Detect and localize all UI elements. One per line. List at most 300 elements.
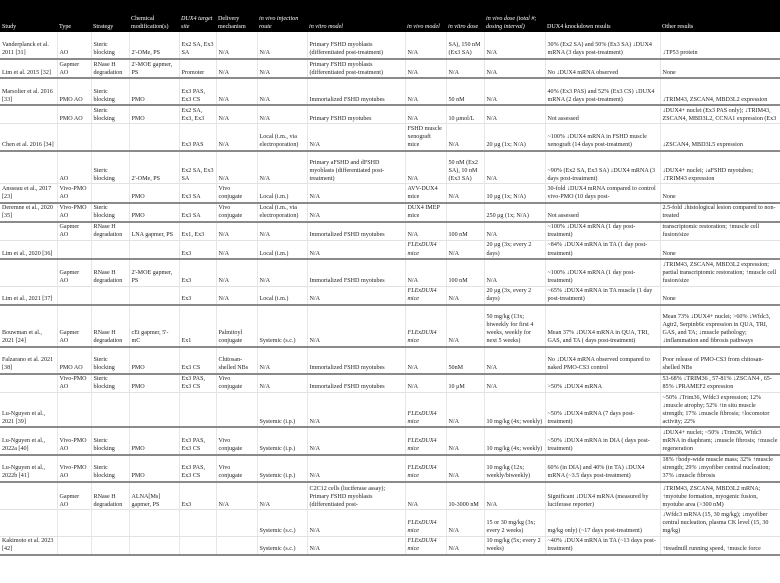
cell-target-site: Ex3 SA [179,184,216,203]
cell-strategy: RNase H degradation [91,59,129,78]
cell-in-vivo-model: N/A [405,259,446,286]
cell-injection-route: Systemic (i.p.) [257,427,307,454]
cell-chemical-modification [129,510,179,536]
cell-in-vivo-model: FLExDUX4 mice [405,510,446,536]
cell-type: Gapmer AO [57,305,91,347]
table-row [0,427,780,454]
cell-chemical-modification: PMO [129,184,179,203]
cell-delivery-mechanism: N/A [216,482,257,510]
cell-injection-route: N/A [257,151,307,184]
cell-chemical-modification [129,536,179,555]
cell-injection-route: Systemic (s.c.) [257,510,307,536]
table-row [0,347,780,374]
cell-knockdown-result: 40% (Ex3 PAS) and 52% (Ex3 CS) ↓DUX4 mRNA (2 days post-treatment) [545,78,660,105]
cell-in-vitro-model: Primary aFSHD and dFSHD myoblasts (differentiated post-treatment) [307,151,405,184]
col-header-in-vivo-dose: in vivo dose (total #; dosing interval) [484,0,545,32]
cell-knockdown-result: Not assessed [545,203,660,222]
cell-other-results: transcriptomic restoration; ↑muscle cell fusion/size [660,222,780,241]
cell-chemical-modification: PMO [129,374,179,393]
cell-target-site [179,393,216,428]
table-row [0,510,780,536]
cell-in-vivo-dose: N/A [484,32,545,59]
table-row [0,286,780,305]
cell-in-vivo-dose: 20 μg (3x; every 2 days) [484,240,545,259]
cell-strategy [91,286,129,305]
col-header-in-vitro-model: in vitro model [307,0,405,32]
cell-other-results: None [660,240,780,259]
cell-target-site: Ex3 [179,482,216,510]
cell-chemical-modification [129,286,179,305]
cell-in-vivo-dose: 10 mg/kg (12x; weekly/biweekly) [484,455,545,482]
cell-delivery-mechanism [216,510,257,536]
cell-injection-route: Systemic (s.c.) [257,536,307,555]
cell-delivery-mechanism: N/A [216,222,257,241]
cell-injection-route: N/A [257,482,307,510]
cell-chemical-modification: 2'-MOE gapmer, PS [129,259,179,286]
cell-knockdown-result: 60% (in DIA) and 40% (in TA) ↓DUX4 mRNA (~3.5 days post-treatment) [545,455,660,482]
cell-delivery-mechanism: N/A [216,151,257,184]
cell-chemical-modification [129,240,179,259]
cell-other-results: 2.5-fold ↓histological lesion compared to non-treated [660,203,780,222]
cell-chemical-modification: PMO [129,203,179,222]
cell-delivery-mechanism [216,393,257,428]
cell-in-vivo-model: N/A [405,59,446,78]
cell-knockdown-result: ~100% ↓DUX4 mRNA (1 day post-treatment) [545,222,660,241]
cell-study: Lu-Nguyen et al., 2021 [39] [0,393,57,428]
cell-knockdown-result: Significant ↓DUX4 mRNA (measured by luciferase reporter) [545,482,660,510]
cell-in-vitro-dose: 50 nM (Ex2 SA), 10 nM (Ex3 SA) [446,151,484,184]
cell-other-results: None [660,286,780,305]
cell-other-results: ↓DUX4+ nuclei; ~50% ↓Trim36, Wfdc3 mRNA in diaphram; ↓muscle fibrosis; ↑muscle regeneration [660,427,780,454]
cell-strategy: Steric blocking [91,374,129,393]
cell-strategy: Steric blocking [91,32,129,59]
cell-type: Vivo-PMO AO [57,184,91,203]
cell-in-vitro-model: N/A [307,393,405,428]
cell-knockdown-result: ~50% ↓DUX4 mRNA in DIA ( days post-treatment) [545,427,660,454]
cell-strategy [91,184,129,203]
cell-chemical-modification: 2'-MOE gapmer, PS [129,59,179,78]
col-header-target-site: DUX4 target site [179,0,216,32]
cell-delivery-mechanism: Palmitoyl conjugate [216,305,257,347]
cell-strategy [91,510,129,536]
cell-in-vivo-dose: 50 mg/kg (13x; biweekly for first 4 weeks, weekly for next 5 weeks) [484,305,545,347]
cell-delivery-mechanism [216,536,257,555]
cell-in-vivo-dose: 10 mg/kg (4x; weekly) [484,427,545,454]
cell-target-site: Ex3 PAS, Ex3 CS [179,427,216,454]
cell-in-vitro-dose: 100 nM [446,222,484,241]
cell-injection-route: Local (i.m.) [257,286,307,305]
table-row [0,259,780,286]
cell-target-site [179,536,216,555]
cell-strategy: Steric blocking [91,151,129,184]
cell-in-vitro-model: C2C12 cells (luciferase assay); Primary FSHD myoblasts (differentiated post- [307,482,405,510]
col-header-knockdown-results: DUX4 knockdown results [545,0,660,32]
cell-other-results: ↓TP53 protein [660,32,780,59]
cell-in-vitro-model: N/A [307,286,405,305]
table-row [0,105,780,124]
col-header-strategy: Strategy [91,0,129,32]
cell-other-results: ↓ZSCAN4, MBD3L5 expression [660,124,780,151]
cell-in-vivo-model: N/A [405,151,446,184]
cell-chemical-modification: cEt gapmer, 5'-mC [129,305,179,347]
cell-delivery-mechanism: N/A [216,124,257,151]
cell-target-site: Ex3 [179,240,216,259]
cell-in-vitro-model: N/A [307,124,405,151]
table-row [0,482,780,510]
table-row [0,203,780,222]
cell-in-vivo-dose: 20 μg (3x, every 2 days) [484,286,545,305]
cell-injection-route: N/A [257,347,307,374]
cell-chemical-modification [129,124,179,151]
table-row [0,151,780,184]
cell-study: Lu-Nguyen et al., 2022a [40] [0,427,57,454]
cell-in-vitro-model: Immortalized FSHD myotubes [307,374,405,393]
cell-chemical-modification: PMO [129,78,179,105]
cell-type [57,393,91,428]
cell-study: Lim et al., 2021 [37] [0,286,57,305]
cell-target-site: Ex1 [179,305,216,347]
cell-target-site: Ex2 SA, Ex3 SA [179,32,216,59]
table-row [0,124,780,151]
cell-knockdown-result: Mean 37% ↓DUX4 mRNA in QUA, TRI, GAS, and TA ( days post-treatment) [545,305,660,347]
table-row [0,32,780,59]
cell-in-vivo-dose: N/A [484,347,545,374]
cell-in-vivo-dose: N/A [484,59,545,78]
cell-study: Kakimoto et al. 2023 [42] [0,536,57,555]
cell-delivery-mechanism: N/A [216,59,257,78]
cell-strategy: RNase H degradation [91,259,129,286]
cell-study: Deremne et al., 2020 [35] [0,203,57,222]
cell-delivery-mechanism: Vivo conjugate [216,203,257,222]
col-header-in-vivo-model: in vivo model [405,0,446,32]
cell-in-vitro-dose: N/A [446,184,484,203]
cell-study [0,222,57,241]
cell-in-vitro-dose: N/A [446,427,484,454]
cell-in-vivo-model: FSHD muscle xenograft mice [405,124,446,151]
cell-in-vitro-model: Immortalized FSHD myotubes [307,259,405,286]
table-row [0,59,780,78]
table-row [0,374,780,393]
cell-injection-route: N/A [257,105,307,124]
cell-in-vitro-dose: N/A [446,59,484,78]
header-row [0,0,780,32]
cell-chemical-modification: ALNA[Ms] gapmer, PS [129,482,179,510]
cell-knockdown-result: ~84% ↓DUX4 mRNA in TA (1 day post-treatment) [545,240,660,259]
cell-knockdown-result: mg/kg only) (~17 days post-treatment) [545,510,660,536]
cell-injection-route: N/A [257,374,307,393]
cell-study: Lu-Nguyen et al., 2022b [41] [0,455,57,482]
cell-in-vivo-model: N/A [405,482,446,510]
cell-target-site: Ex3 CS [179,347,216,374]
cell-in-vivo-model: FLExDUX4 mice [405,536,446,555]
cell-in-vivo-model: FLExDUX4 mice [405,286,446,305]
cell-in-vivo-dose: 250 μg (1x; N/A) [484,203,545,222]
cell-in-vitro-model: N/A [307,427,405,454]
cell-in-vivo-dose: N/A [484,259,545,286]
cell-in-vitro-dose: 10 μM [446,374,484,393]
cell-other-results: Mean 73% ↓DUX4+ nuclei; >60% ↓Wfdc3, Agtr2, Serpinb6c expression in QUA, TRI, GAS, and TA; ↓muscle pathology; ↓inflammation and fibrosis pathways [660,305,780,347]
cell-in-vitro-model: Primary FSHD myoblasts (differentiated post-treatment) [307,59,405,78]
cell-target-site: Ex3 PAS, Ex3 CS [179,78,216,105]
cell-knockdown-result: No ↓DUX4 mRNA observed [545,59,660,78]
col-header-other-results: Other results [660,0,780,32]
cell-chemical-modification: LNA gapmer, PS [129,222,179,241]
table-row [0,240,780,259]
cell-other-results: ↓DUX4+ nuclei; ↓aFSHD myotubes; ↓TRIM43 expression [660,151,780,184]
cell-knockdown-result: ~100% ↓DUX4 mRNA (1 day post-treatment) [545,259,660,286]
cell-target-site: Ex3 PAS, Ex3 CS [179,374,216,393]
cell-chemical-modification: 2'-OMe, PS [129,32,179,59]
cell-knockdown-result: ~40% ↓DUX4 mRNA in TA (~13 days post-treatment) [545,536,660,555]
cell-in-vivo-model: N/A [405,32,446,59]
cell-study: Marsolier et al. 2016 [33] [0,78,57,105]
cell-in-vitro-model: N/A [307,203,405,222]
cell-in-vitro-dose: 100 nM [446,259,484,286]
cell-in-vitro-dose: 50 nM [446,78,484,105]
cell-study [0,151,57,184]
cell-strategy: Steric blocking [91,78,129,105]
cell-other-results: Poor release of PMO-CS3 from chitosan-shelled NBs [660,347,780,374]
cell-type [57,240,91,259]
cell-in-vitro-dose: 10 μmol/L [446,105,484,124]
cell-other-results: None [660,184,780,203]
cell-delivery-mechanism: N/A [216,286,257,305]
cell-in-vitro-dose: N/A [446,124,484,151]
table-row [0,536,780,555]
cell-target-site: Ex3 [179,259,216,286]
cell-in-vitro-dose: N/A [446,305,484,347]
cell-in-vivo-dose: N/A [484,482,545,510]
cell-chemical-modification: PMO [129,427,179,454]
cell-study: Falzarano et al. 2021 [38] [0,347,57,374]
cell-study: Lim et al., 2020 [36] [0,240,57,259]
cell-type [57,536,91,555]
cell-strategy [91,240,129,259]
cell-in-vivo-model: FLExDUX4 mice [405,455,446,482]
table-row [0,222,780,241]
cell-knockdown-result: Not assessed [545,105,660,124]
cell-type: Gapmer AO [57,482,91,510]
cell-injection-route: N/A [257,259,307,286]
cell-other-results: ↑treadmill running speed, ↑muscle force [660,536,780,555]
cell-study: Chen et al. 2016 [34] [0,124,57,151]
cell-in-vivo-dose: 20 μg (1x; N/A) [484,124,545,151]
cell-type [57,286,91,305]
cell-in-vitro-model: N/A [307,510,405,536]
cell-in-vivo-model: FLExDUX4 mice [405,393,446,428]
cell-in-vivo-dose: 10 μg (1x; N/A) [484,184,545,203]
cell-type [57,510,91,536]
table-row [0,305,780,347]
cell-in-vivo-model: N/A [405,105,446,124]
cell-in-vitro-dose: N/A [446,510,484,536]
cell-injection-route: N/A [257,32,307,59]
cell-strategy: RNase H degradation [91,222,129,241]
cell-injection-route: Systemic (s.c.) [257,305,307,347]
cell-injection-route: Local (i.m.) [257,240,307,259]
col-header-study: Study [0,0,57,32]
cell-delivery-mechanism: N/A [216,78,257,105]
cell-injection-route: Local (i.m.) [257,184,307,203]
cell-in-vitro-model: Immortalized FSHD myotubes [307,222,405,241]
cell-in-vivo-dose: 10 mg/kg (5x; every 2 weeks) [484,536,545,555]
cell-in-vitro-dose: N/A [446,286,484,305]
cell-in-vivo-dose: N/A [484,105,545,124]
cell-strategy: Steric blocking [91,347,129,374]
cell-study: Ansseau et al., 2017 [23] [0,184,57,203]
table-row [0,455,780,482]
cell-injection-route: Systemic (i.p.) [257,393,307,428]
cell-study [0,105,57,124]
cell-target-site: Ex2 SA, Ex3 SA [179,151,216,184]
table-row [0,393,780,428]
cell-injection-route: Local (i.m., via electroporation) [257,203,307,222]
cell-other-results: ~50% ↓Trim36, Wfdc3 expression; 12% ↓muscle atrophy; 52% ↑in situ muscle strength; 17% ↓muscle fibrosis; ↑locomotor activity; 22% [660,393,780,428]
cell-in-vitro-dose [446,203,484,222]
cell-in-vitro-model: Primary FSHD myoblasts (differentiated post-treatment) [307,32,405,59]
cell-in-vitro-model: Primary FSHD myotubes [307,105,405,124]
cell-type: PMO AO [57,347,91,374]
cell-chemical-modification: 2'-OMe, PS [129,151,179,184]
cell-delivery-mechanism: Chitosan-shelled NBs [216,347,257,374]
cell-in-vitro-dose: 50nM [446,347,484,374]
cell-type: Gapmer AO [57,59,91,78]
cell-injection-route: N/A [257,59,307,78]
col-header-in-vitro-dose: in vitro dose [446,0,484,32]
cell-chemical-modification [129,393,179,428]
cell-in-vivo-model: N/A [405,347,446,374]
cell-type: AO [57,32,91,59]
cell-knockdown-result: 30-fold ↓DUX4 mRNA compared to control vivo-PMO (10 days post- [545,184,660,203]
cell-in-vitro-model: Immortalized FSHD myotubes [307,78,405,105]
cell-study: Lim et al. 2015 [32] [0,59,57,78]
cell-type [57,124,91,151]
cell-in-vitro-dose: N/A [446,536,484,555]
col-header-type: Type [57,0,91,32]
cell-type: Vivo-PMO AO [57,374,91,393]
cell-in-vitro-dose: N/A [446,240,484,259]
cell-type: Gapmer AO [57,259,91,286]
cell-in-vivo-dose: N/A [484,222,545,241]
cell-strategy [91,393,129,428]
cell-in-vivo-model: FLExDUX4 mice [405,427,446,454]
cell-in-vitro-dose: SA), 150 nM (Ex3 SA) [446,32,484,59]
cell-strategy: Steric blocking [91,203,129,222]
cell-study: Bouwman et al., 2021 [24] [0,305,57,347]
cell-delivery-mechanism: N/A [216,240,257,259]
cell-injection-route: Local (i.m., via electroporation) [257,124,307,151]
cell-type: Vivo-PMO AO [57,455,91,482]
cell-in-vitro-dose: 10-3000 nM [446,482,484,510]
cell-in-vivo-model: DUX4 IMEP mice [405,203,446,222]
cell-strategy [91,124,129,151]
cell-knockdown-result: No ↓DUX4 mRNA observed compared to naked PMO-CS3 control [545,347,660,374]
cell-in-vivo-dose: N/A [484,78,545,105]
cell-in-vitro-model: N/A [307,240,405,259]
cell-other-results: ↓TRIM43, ZSCAN4, MBD3L2 mRNA; ↑myotube formation, myogenic fusion, myotube area (>300 nM) [660,482,780,510]
cell-in-vitro-model: N/A [307,536,405,555]
cell-knockdown-result: ~90% (Ex2 SA, Ex3 SA) ↓DUX4 mRNA (3 days post-treatment) [545,151,660,184]
cell-delivery-mechanism: Vivo conjugate [216,455,257,482]
table-row [0,78,780,105]
cell-type: PMO AO [57,78,91,105]
cell-in-vitro-model: Immortalized FSHD myotubes [307,347,405,374]
cell-in-vivo-dose: N/A [484,374,545,393]
cell-study [0,482,57,510]
cell-knockdown-result: >50% ↓DUX4 mRNA [545,374,660,393]
cell-delivery-mechanism: Vivo conjugate [216,184,257,203]
cell-in-vivo-model: N/A [405,374,446,393]
cell-chemical-modification: PMO [129,455,179,482]
cell-delivery-mechanism: Vivo conjugate [216,374,257,393]
cell-other-results: 53-68% ↓TRIM36 , 57-81% ↓ZSCAN4 , 65-85% ↓PRAMEF2 expression [660,374,780,393]
cell-injection-route: Systemic (i.p.) [257,455,307,482]
cell-strategy: Steric blocking [91,105,129,124]
cell-delivery-mechanism: N/A [216,32,257,59]
cell-knockdown-result: ~100% ↓DUX4 mRNA in FSHD muscle xenograft (14 days post-treatment) [545,124,660,151]
cell-in-vitro-dose: N/A [446,393,484,428]
cell-other-results: None [660,59,780,78]
col-header-injection-route: in vivo injection route [257,0,307,32]
cell-target-site [179,510,216,536]
cell-study [0,510,57,536]
cell-other-results: 18% ↑body-wide muscle mass; 32% ↑muscle strength; 29% ↓myofiber central nucleation; 37% ↓muscle fibrosis [660,455,780,482]
cell-target-site: Ex3 PAS [179,124,216,151]
cell-in-vitro-model: N/A [307,455,405,482]
cell-target-site: Ex1, Ex3 [179,222,216,241]
cell-target-site: Ex3 SA [179,203,216,222]
cell-in-vivo-model: N/A [405,78,446,105]
cell-in-vivo-dose: N/A [484,151,545,184]
cell-in-vivo-dose: 15 or 30 mg/kg (3x; every 2 weeks) [484,510,545,536]
cell-target-site: Promoter [179,59,216,78]
cell-study: Vanderplanck et al. 2011 [31] [2,42,49,57]
cell-other-results: ↓DUX4+ nuclei (Ex3 PAS only); ↓TRIM43, ZSCAN4, MBD3L2, CCNA1 expression (Ex3 [660,105,780,124]
cell-target-site: Ex3 PAS, Ex3 CS [179,455,216,482]
cell-in-vivo-model: FLExDUX4 mice [405,240,446,259]
cell-other-results: ↓TRIM43, ZSCAN4, MBD3L2 expression; partial transcriptomic restoration; ↑muscle cell fusion/size [660,259,780,286]
col-header-chemical-modifications: Chemical modification(s) [129,0,179,32]
cell-knockdown-result: ~50% ↓DUX4 mRNA (7 days post-treatment) [545,393,660,428]
cell-chemical-modification: PMO [129,347,179,374]
cell-strategy [91,536,129,555]
cell-type: PMO AO [57,105,91,124]
cell-delivery-mechanism: Vivo conjugate [216,427,257,454]
cell-target-site: Ex2 SA, Ex3, Ex3 [179,105,216,124]
cell-type: Gapmer AO [57,222,91,241]
cell-in-vitro-dose: N/A [446,455,484,482]
cell-in-vivo-model: N/A [405,222,446,241]
table-row [0,184,780,203]
cell-study [0,259,57,286]
cell-knockdown-result: 30% (Ex2 SA) and 50% (Ex3 SA) ↓DUX4 mRNA (3 days post-treatment) [545,32,660,59]
cell-chemical-modification: PMO [129,105,179,124]
cell-target-site: Ex3 [179,286,216,305]
cell-strategy: Steric blocking [91,427,129,454]
col-header-delivery-mechanism: Delivery mechanism [216,0,257,32]
cell-knockdown-result: ~65% ↓DUX4 mRNA in TA muscle (1 day post-treatment) [545,286,660,305]
cell-in-vivo-dose: 10 mg/kg (4x; weekly) [484,393,545,428]
cell-other-results: ↓Wfdc3 mRNA (15, 30 mg/kg); ↓myofiber central nucleation, plasma CK level (15, 30 mg/kg) [660,510,780,536]
cell-delivery-mechanism: N/A [216,105,257,124]
cell-delivery-mechanism: N/A [216,259,257,286]
cell-in-vivo-model: AVV-DUX4 mice [405,184,446,203]
cell-strategy: RNase H degradation [91,305,129,347]
cell-strategy: Steric blocking [91,455,129,482]
cell-type: Vivo-PMO AO [57,203,91,222]
cell-other-results: ↓TRIM43, ZSCAN4, MBD3L2 expression [660,78,780,105]
cell-injection-route: N/A [257,222,307,241]
